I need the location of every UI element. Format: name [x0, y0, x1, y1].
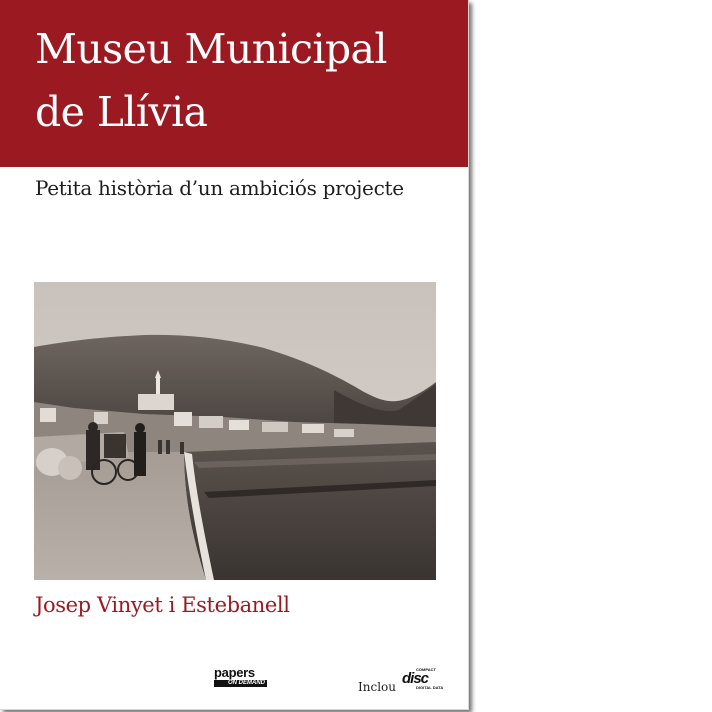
title-line-1: Museu Municipal: [35, 25, 387, 73]
title-line-2: de Llívia: [35, 88, 208, 136]
publisher-subtitle: ON DEMAND: [214, 680, 267, 687]
compact-disc-icon: [402, 667, 442, 691]
title-band: [0, 0, 468, 167]
author-name: Josep Vinyet i Estebanell: [35, 593, 290, 617]
publisher-logo: [214, 665, 274, 686]
disc-logo-top-text: COMPACT: [416, 667, 436, 672]
subtitle: Petita història d’un ambiciós projecte: [35, 176, 404, 200]
disc-logo-word: disc: [402, 670, 429, 687]
publisher-name: papers: [214, 665, 255, 680]
disc-logo-bottom-text: DIGITAL DATA: [416, 685, 444, 690]
cover-photo: [34, 282, 436, 580]
includes-label: Inclou: [358, 680, 396, 694]
